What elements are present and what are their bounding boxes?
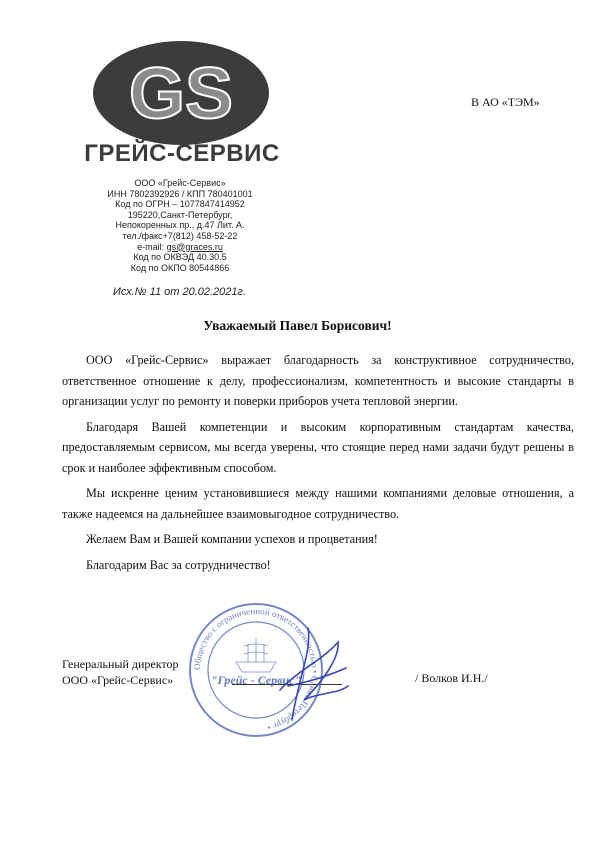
logo-text: GS <box>128 54 234 134</box>
company-logo <box>92 40 270 146</box>
signer-name: / Волков И.Н./ <box>415 671 488 685</box>
signatory-title <box>62 656 179 688</box>
signatory-position: Генеральный директор <box>62 657 179 671</box>
req-org: ООО «Грейс-Сервис» <box>134 178 226 188</box>
stamp-ring-text: Общество с ограниченной ответственностью • Санкт-Петербург • <box>191 605 321 733</box>
paragraph: Желаем Вам и Вашей компании успехов и процветания! <box>86 532 378 546</box>
req-email-line <box>80 242 280 253</box>
req-okpo: Код по ОКПО 80544866 <box>130 262 230 273</box>
company-requisites <box>80 178 280 273</box>
company-name: ГРЕЙС-СЕРВИС <box>84 140 280 167</box>
paragraph: ООО «Грейс-Сервис» выражает благодарность за конструктивное сотрудничество, ответственное отношение к делу, профессионализм, компетентность и высокие стандарты в организации услуг по ремонту и поверки приборов учета тепловой энергии. <box>62 353 574 408</box>
paragraph: Мы искренне ценим установившиеся между нашими компаниями деловые отношения, а также надеемся на дальнейшее взаимовыгодное сотрудничество. <box>62 486 574 521</box>
salutation: Уважаемый Павел Борисович! <box>203 318 392 333</box>
req-okved: Код по ОКВЭД 40.30.5 <box>133 252 227 263</box>
signatory-company: ООО «Грейс-Сервис» <box>62 673 174 687</box>
req-phone: тел./факс+7(812) 458-52-22 <box>122 230 238 241</box>
paragraph: Благодаря Вашей компетенции и высоким корпоративным стандартам качества, предоставляемым сервисом, мы всегда уверены, что стоящие перед нами задачи будут решены в срок и наиболее эффективным способом. <box>62 419 574 475</box>
req-address-2: Непокоренных пр., д.47 Лит. А. <box>115 220 245 231</box>
req-ogrn: Код по ОГРН – 1077847414952 <box>115 199 245 210</box>
outgoing-number: Исх.№ 11 от 20.02.2021г. <box>113 286 246 298</box>
req-email-label: e-mail: <box>137 241 167 252</box>
handwritten-signature <box>268 620 354 730</box>
req-inn-kpp: ИНН 7802392926 / КПП 780401001 <box>107 188 253 199</box>
letter-body <box>62 350 574 575</box>
stamp-center-text: "Грейс - Сервис" <box>210 673 302 687</box>
paragraph: Благодарим Вас за сотрудничество! <box>86 557 271 572</box>
req-email-link[interactable]: gs@graces.ru <box>166 241 223 252</box>
req-address-1: 195220,Санкт-Петербург, <box>127 209 233 220</box>
addressee: В АО «ТЭМ» <box>471 95 540 109</box>
